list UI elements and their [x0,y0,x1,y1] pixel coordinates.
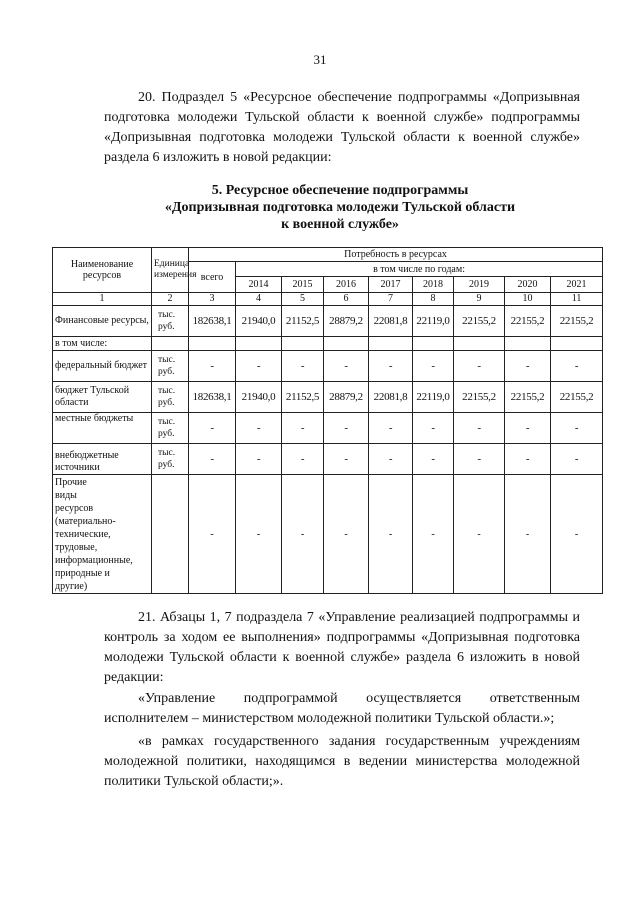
row-label: бюджет Тульской области [53,382,152,413]
cell-2021: - [551,475,603,594]
row-unit: тыс. руб. [152,306,189,337]
cell-2019: 22155,2 [454,306,505,337]
table-row-extrabudgetary [53,444,603,475]
header-year: 2020 [505,277,551,293]
cell-2020: 22155,2 [505,382,551,413]
cell-total: 182638,1 [189,382,236,413]
cell-2015: - [282,351,324,382]
including-label: в том числе: [53,337,152,351]
cell-total: 182638,1 [189,306,236,337]
row-unit: тыс. руб. [152,382,189,413]
heading-line-2: «Допризывная подготовка молодежи Тульской области [164,200,516,215]
cell-2019: 22155,2 [454,382,505,413]
column-number-row [53,293,603,306]
row-label-other [53,475,152,594]
row-unit: тыс. руб. [152,351,189,382]
row-unit: тыс. руб. [152,413,189,444]
quote-2: «в рамках государственного задания государственным учреждениям молодежной политики, находящимся в ведении министерства молодежной политики Тульской области;». [104,734,580,789]
quote-1: «Управление подпрограммой осуществляется ответственным исполнителем – министерством молодежной политики Тульской области.»; [104,691,580,726]
cell-2017: - [369,413,413,444]
section-heading [100,182,580,233]
other-line: природные и [55,568,110,579]
cell-2019: - [454,413,505,444]
cell-2014: - [236,413,282,444]
cell-total: - [189,413,236,444]
cell-total: - [189,475,236,594]
header-by-years: в том числе по годам: [236,262,603,277]
row-label: местные бюджеты [53,413,152,444]
cell-2018: - [413,444,454,475]
cell-2015: 21152,5 [282,306,324,337]
cell-2018: 22119,0 [413,306,454,337]
cell-2018: 22119,0 [413,382,454,413]
cell-2016: 28879,2 [324,382,369,413]
row-label: Финансовые ресурсы, [53,306,152,337]
cell-2020: 22155,2 [505,306,551,337]
table-row-local [53,413,603,444]
header-year: 2017 [369,277,413,293]
column-number: 2 [152,293,189,306]
header-year: 2019 [454,277,505,293]
header-year: 2018 [413,277,454,293]
row-label: внебюджетные источники [53,444,152,475]
header-year: 2021 [551,277,603,293]
heading-line-3: к военной службе» [281,217,399,232]
cell-2014: - [236,475,282,594]
table-row-regional [53,382,603,413]
cell-2017: - [369,351,413,382]
column-number: 9 [454,293,505,306]
column-number: 8 [413,293,454,306]
cell-2021: - [551,444,603,475]
column-number: 10 [505,293,551,306]
table-row-financial [53,306,603,337]
cell-2018: - [413,413,454,444]
cell-2016: - [324,413,369,444]
resource-table [52,247,603,594]
table-row-federal [53,351,603,382]
cell-2015: - [282,444,324,475]
cell-2016: - [324,475,369,594]
row-label: федеральный бюджет [53,351,152,382]
cell-2016: 28879,2 [324,306,369,337]
cell-2014: - [236,351,282,382]
other-line: другие) [55,581,88,592]
header-year: 2015 [282,277,324,293]
header-unit: Единица измерения [152,248,189,293]
cell-2019: - [454,475,505,594]
cell-2019: - [454,351,505,382]
other-line: трудовые, [55,542,98,553]
column-number: 7 [369,293,413,306]
header-year: 2014 [236,277,282,293]
heading-line-1: 5. Ресурсное обеспечение подпрограммы [211,183,469,198]
cell-2015: 21152,5 [282,382,324,413]
cell-total: - [189,351,236,382]
other-line: информационные, [55,555,133,566]
cell-2016: - [324,444,369,475]
other-line: (материально- [55,516,116,527]
header-total: всего [189,262,236,293]
paragraph-21: 21. Абзацы 1, 7 подраздела 7 «Управление реализацией подпрограммы и контроль за ходом ее выполнения» подпрограммы «Допризывная подготовка молодежи Тульской области к военной службе» раздела 6 изложить в новой редакции: [104,610,580,685]
column-number: 3 [189,293,236,306]
cell-2021: - [551,351,603,382]
other-line: технические, [55,529,111,540]
table-row-including [53,337,603,351]
cell-2020: - [505,444,551,475]
cell-2020: - [505,351,551,382]
other-word-1: Прочие [55,477,87,488]
cell-2017: 22081,8 [369,306,413,337]
header-resource-name: Наименование ресурсов [53,248,152,293]
header-need: Потребность в ресурсах [189,248,603,262]
column-number: 11 [551,293,603,306]
other-line: ресурсов [55,503,94,514]
cell-2018: - [413,351,454,382]
cell-2020: - [505,475,551,594]
column-number: 6 [324,293,369,306]
column-number: 1 [53,293,152,306]
cell-2018: - [413,475,454,594]
cell-2021: 22155,2 [551,382,603,413]
cell-2021: - [551,413,603,444]
cell-total: - [189,444,236,475]
cell-2017: - [369,475,413,594]
cell-2015: - [282,475,324,594]
other-word-2: виды [55,490,77,501]
column-number: 5 [282,293,324,306]
cell-2020: - [505,413,551,444]
paragraph-20: 20. Подраздел 5 «Ресурсное обеспечение подпрограммы «Допризывная подготовка молодежи Тульской области к военной службе» подпрограммы «Допризывная подготовка молодежи Тульской области к военной службе» раздела 6 изложить в новой редакции: [104,90,580,165]
page-number: 31 [313,52,327,67]
cell-2021: 22155,2 [551,306,603,337]
cell-2019: - [454,444,505,475]
header-year: 2016 [324,277,369,293]
cell-2017: 22081,8 [369,382,413,413]
cell-2014: 21940,0 [236,306,282,337]
table-row-other-resources [53,475,603,594]
cell-2016: - [324,351,369,382]
cell-2015: - [282,413,324,444]
cell-2014: 21940,0 [236,382,282,413]
cell-2014: - [236,444,282,475]
cell-2017: - [369,444,413,475]
column-number: 4 [236,293,282,306]
row-unit: тыс. руб. [152,444,189,475]
